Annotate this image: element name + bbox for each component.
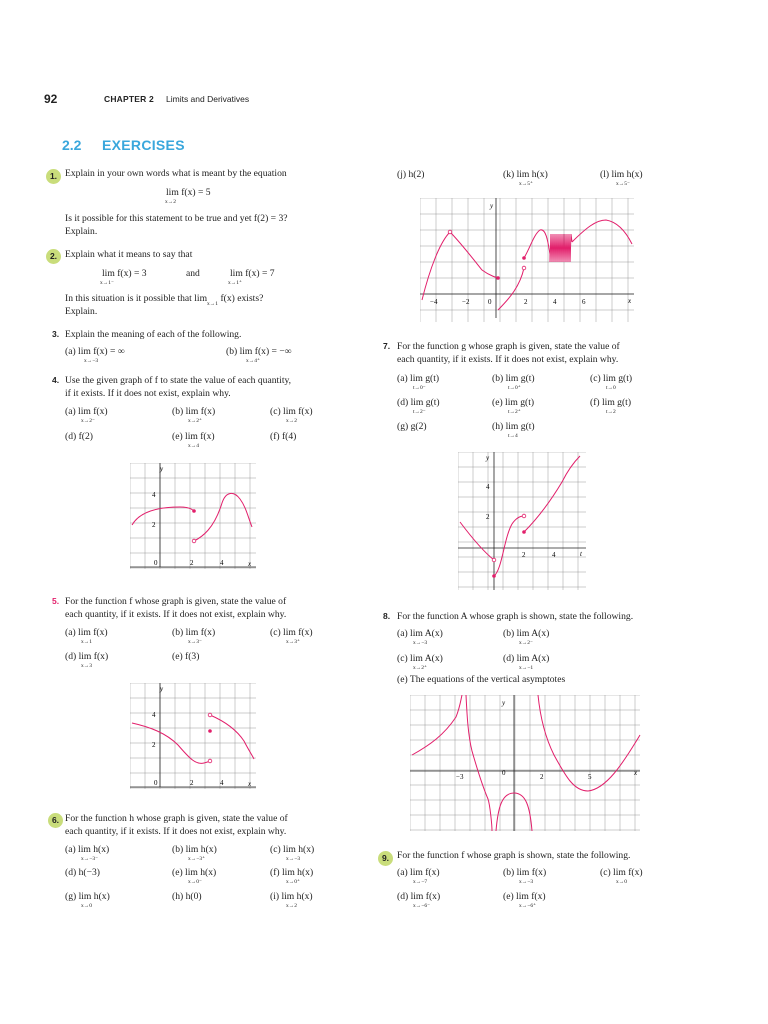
- ex7-item: (f) lim g(t): [590, 397, 632, 408]
- svg-text:2: 2: [190, 779, 194, 787]
- ex8-e: (e) The equations of the vertical asymptotes: [397, 674, 566, 685]
- ex9-item: (b) lim f(x): [503, 867, 547, 878]
- ex4-ylabel: y: [160, 465, 164, 473]
- ex3-text: Explain the meaning of each of the following.: [65, 329, 242, 340]
- svg-text:4: 4: [152, 711, 156, 719]
- svg-text:−4: −4: [430, 298, 438, 306]
- ex2-number: 2.: [46, 246, 61, 264]
- ex8-number: 8.: [383, 611, 391, 621]
- ex6-item-sub: x→5⁺: [519, 181, 533, 187]
- ex6-number: 6.: [48, 810, 63, 828]
- svg-text:0: 0: [154, 779, 158, 787]
- ex9-item: (c) lim f(x): [600, 867, 643, 878]
- ex6-item: (l) lim h(x): [600, 169, 643, 180]
- ex4-number: 4.: [52, 375, 60, 385]
- ex9-item-sub: x→−6⁻: [413, 903, 431, 909]
- ex7-item-sub: t→0⁻: [413, 385, 426, 391]
- ex2-eq2: lim f(x) = 7: [230, 268, 275, 279]
- ex4-text: Use the given graph of f to state the value of each quantity,: [65, 375, 292, 386]
- ex6-item: (c) lim h(x): [270, 844, 315, 855]
- svg-text:2: 2: [152, 741, 156, 749]
- ex6-item: (d) h(−3): [65, 867, 100, 878]
- ex6-item: (b) lim h(x): [172, 844, 217, 855]
- svg-text:2: 2: [524, 298, 528, 306]
- ex2-text: Explain what it means to say that: [65, 249, 193, 260]
- ex8-item: (d) lim A(x): [503, 653, 550, 664]
- ex7-graph: [458, 452, 588, 592]
- ex7-number: 7.: [383, 341, 391, 351]
- svg-text:y: y: [160, 685, 164, 693]
- ex5-item: (e) f(3): [172, 651, 200, 662]
- ex4-item-sub: x→2: [286, 418, 297, 424]
- ex6-item: (h) h(0): [172, 891, 202, 902]
- ex7-item: (b) lim g(t): [492, 373, 535, 384]
- svg-text:4: 4: [152, 491, 156, 499]
- svg-text:2: 2: [540, 773, 544, 781]
- ex9-item-sub: x→−3: [519, 879, 534, 885]
- section-title: EXERCISES: [102, 137, 185, 153]
- ex4-item: (c) lim f(x): [270, 406, 313, 417]
- ex5-item-sub: x→3: [81, 663, 92, 669]
- svg-text:−2: −2: [462, 298, 470, 306]
- ex9-item: (d) lim f(x): [397, 891, 441, 902]
- svg-text:t: t: [580, 550, 582, 558]
- ex6-item: (f) lim h(x): [270, 867, 314, 878]
- svg-text:0: 0: [488, 298, 492, 306]
- ex6-item-sub: x→−3: [286, 856, 301, 862]
- chapter-label: CHAPTER 2: [104, 94, 154, 104]
- svg-text:y: y: [490, 202, 494, 210]
- ex7-item: (a) lim g(t): [397, 373, 440, 384]
- svg-text:x: x: [248, 780, 252, 788]
- ex7-item: (d) lim g(t): [397, 397, 440, 408]
- ex8-item-sub: x→−3: [413, 640, 428, 646]
- page-number: 92: [44, 92, 58, 106]
- ex5-item: (a) lim f(x): [65, 627, 108, 638]
- svg-text:5: 5: [588, 773, 592, 781]
- ex6-item: (g) lim h(x): [65, 891, 110, 902]
- ex8-item: (a) lim A(x): [397, 628, 443, 639]
- ex9-item-sub: x→−6⁺: [519, 903, 537, 909]
- ex7-item-sub: t→4: [508, 433, 518, 439]
- ex6-item: (a) lim h(x): [65, 844, 110, 855]
- ex4-item: (a) lim f(x): [65, 406, 108, 417]
- ex6-text2: each quantity, if it exists. If it does not exist, explain why.: [65, 826, 287, 837]
- svg-text:x: x: [628, 297, 632, 305]
- ex6-item: (i) lim h(x): [270, 891, 313, 902]
- ex7-text2: each quantity, if it exists. If it does not exist, explain why.: [397, 354, 619, 365]
- ex4-item: (b) lim f(x): [172, 406, 216, 417]
- ex9-item: (a) lim f(x): [397, 867, 440, 878]
- ex2-text3: Explain.: [65, 306, 98, 317]
- ex4-xlabel: x: [248, 560, 252, 568]
- ex1-text3: Explain.: [65, 226, 98, 237]
- ex1-text2: Is it possible for this statement to be true and yet f(2) = 3?: [65, 213, 288, 224]
- ex2-and: and: [186, 268, 200, 279]
- ex1-number: 1.: [46, 166, 61, 184]
- ex8-item-sub: x→2⁺: [413, 665, 427, 671]
- ex6-item-sub: x→−3⁻: [81, 856, 99, 862]
- svg-text:y: y: [502, 699, 506, 707]
- ex6-item: (j) h(2): [397, 169, 425, 180]
- ex8-item-sub: x→2⁻: [519, 640, 533, 646]
- ex4-text2: if it exists. If it does not exist, explain why.: [65, 388, 231, 399]
- ex7-item: (e) lim g(t): [492, 397, 535, 408]
- svg-text:2: 2: [152, 521, 156, 529]
- svg-text:6: 6: [582, 298, 586, 306]
- ex4-item: (d) f(2): [65, 431, 93, 442]
- svg-text:y: y: [486, 454, 490, 462]
- ex8-graph: [410, 695, 642, 831]
- svg-text:4: 4: [553, 298, 557, 306]
- ex6-item: (e) lim h(x): [172, 867, 217, 878]
- ex4-item-sub: x→4: [188, 443, 199, 449]
- ex7-item-sub: t→2⁻: [413, 409, 426, 415]
- ex7-item-sub: t→0: [606, 385, 616, 391]
- ex4-item: (e) lim f(x): [172, 431, 215, 442]
- svg-text:−3: −3: [456, 773, 464, 781]
- ex5-number: 5.: [52, 596, 60, 606]
- ex5-item-sub: x→3⁻: [188, 639, 202, 645]
- ex6-graph: [420, 198, 636, 324]
- ex5-graph: [130, 683, 260, 795]
- ex4-item-sub: x→2⁻: [81, 418, 95, 424]
- ex1-eq-sub: x→2: [165, 199, 176, 205]
- ex3-a: (a) lim f(x) = ∞: [65, 346, 125, 357]
- ex5-item: (c) lim f(x): [270, 627, 313, 638]
- svg-text:4: 4: [552, 551, 556, 559]
- svg-text:2: 2: [522, 551, 526, 559]
- ex7-item: (h) lim g(t): [492, 421, 535, 432]
- ex5-text2: each quantity, if it exists. If it does not exist, explain why.: [65, 609, 287, 620]
- ex6-item-sub: x→0⁻: [188, 879, 202, 885]
- ex9-item: (e) lim f(x): [503, 891, 546, 902]
- ex9-item-sub: x→0: [616, 879, 627, 885]
- ex6-item-sub: x→0: [81, 903, 92, 909]
- svg-text:2: 2: [486, 513, 490, 521]
- ex2-text2: In this situation is it possible that $\lim_{x\to 1} f(x)$ exists?: [65, 293, 264, 307]
- ex7-item: (g) g(2): [397, 421, 427, 432]
- ex9-item-sub: x→−7: [413, 879, 428, 885]
- ex8-item: (b) lim A(x): [503, 628, 550, 639]
- ex6-item-sub: x→0⁺: [286, 879, 300, 885]
- svg-text:4: 4: [220, 559, 224, 567]
- ex1-equation: lim f(x) = 5: [166, 187, 211, 198]
- ex8-item-sub: x→−1: [519, 665, 534, 671]
- ex7-text: For the function g whose graph is given, state the value of: [397, 341, 620, 352]
- ex9-text: For the function f whose graph is shown, state the following.: [397, 850, 631, 861]
- ex7-item-sub: t→2: [606, 409, 616, 415]
- ex7-item-sub: t→2⁺: [508, 409, 521, 415]
- ex2-eq1-sub: x→1⁻: [100, 280, 114, 286]
- ex7-item-sub: t→0⁺: [508, 385, 521, 391]
- ex3-b: (b) lim f(x) = −∞: [226, 346, 292, 357]
- ex5-item: (d) lim f(x): [65, 651, 109, 662]
- svg-text:x: x: [634, 769, 638, 777]
- ex6-text: For the function h whose graph is given, state the value of: [65, 813, 288, 824]
- chapter-title: Limits and Derivatives: [166, 94, 250, 104]
- ex1-text: Explain in your own words what is meant by the equation: [65, 168, 287, 179]
- ex5-item-sub: x→1: [81, 639, 92, 645]
- svg-text:2: 2: [190, 559, 194, 567]
- ex6-item: (k) lim h(x): [503, 169, 548, 180]
- section-number: 2.2: [62, 137, 82, 153]
- ex3-b-sub: x→4⁺: [246, 358, 260, 364]
- ex7-item: (c) lim g(t): [590, 373, 633, 384]
- ex2-eq2-sub: x→1⁺: [228, 280, 242, 286]
- ex6-item-sub: x→−3⁺: [188, 856, 206, 862]
- ex3-a-sub: x→−3: [84, 358, 99, 364]
- ex8-text: For the function A whose graph is shown, state the following.: [397, 611, 634, 622]
- svg-text:0: 0: [154, 559, 158, 567]
- ex4-item-sub: x→2⁺: [188, 418, 202, 424]
- ex3-number: 3.: [52, 329, 60, 339]
- ex4-graph: [130, 463, 260, 575]
- ex6-item-sub: x→2: [286, 903, 297, 909]
- ex6-item-sub: x→5⁻: [616, 181, 630, 187]
- ex5-item-sub: x→3⁺: [286, 639, 300, 645]
- ex2-eq1: lim f(x) = 3: [102, 268, 147, 279]
- ex8-item: (c) lim A(x): [397, 653, 443, 664]
- svg-text:4: 4: [486, 483, 490, 491]
- ex5-item: (b) lim f(x): [172, 627, 216, 638]
- ex5-text: For the function f whose graph is given, state the value of: [65, 596, 287, 607]
- ex9-number: 9.: [378, 848, 393, 866]
- svg-text:4: 4: [220, 779, 224, 787]
- svg-text:0: 0: [502, 769, 506, 777]
- ex4-item: (f) f(4): [270, 431, 297, 442]
